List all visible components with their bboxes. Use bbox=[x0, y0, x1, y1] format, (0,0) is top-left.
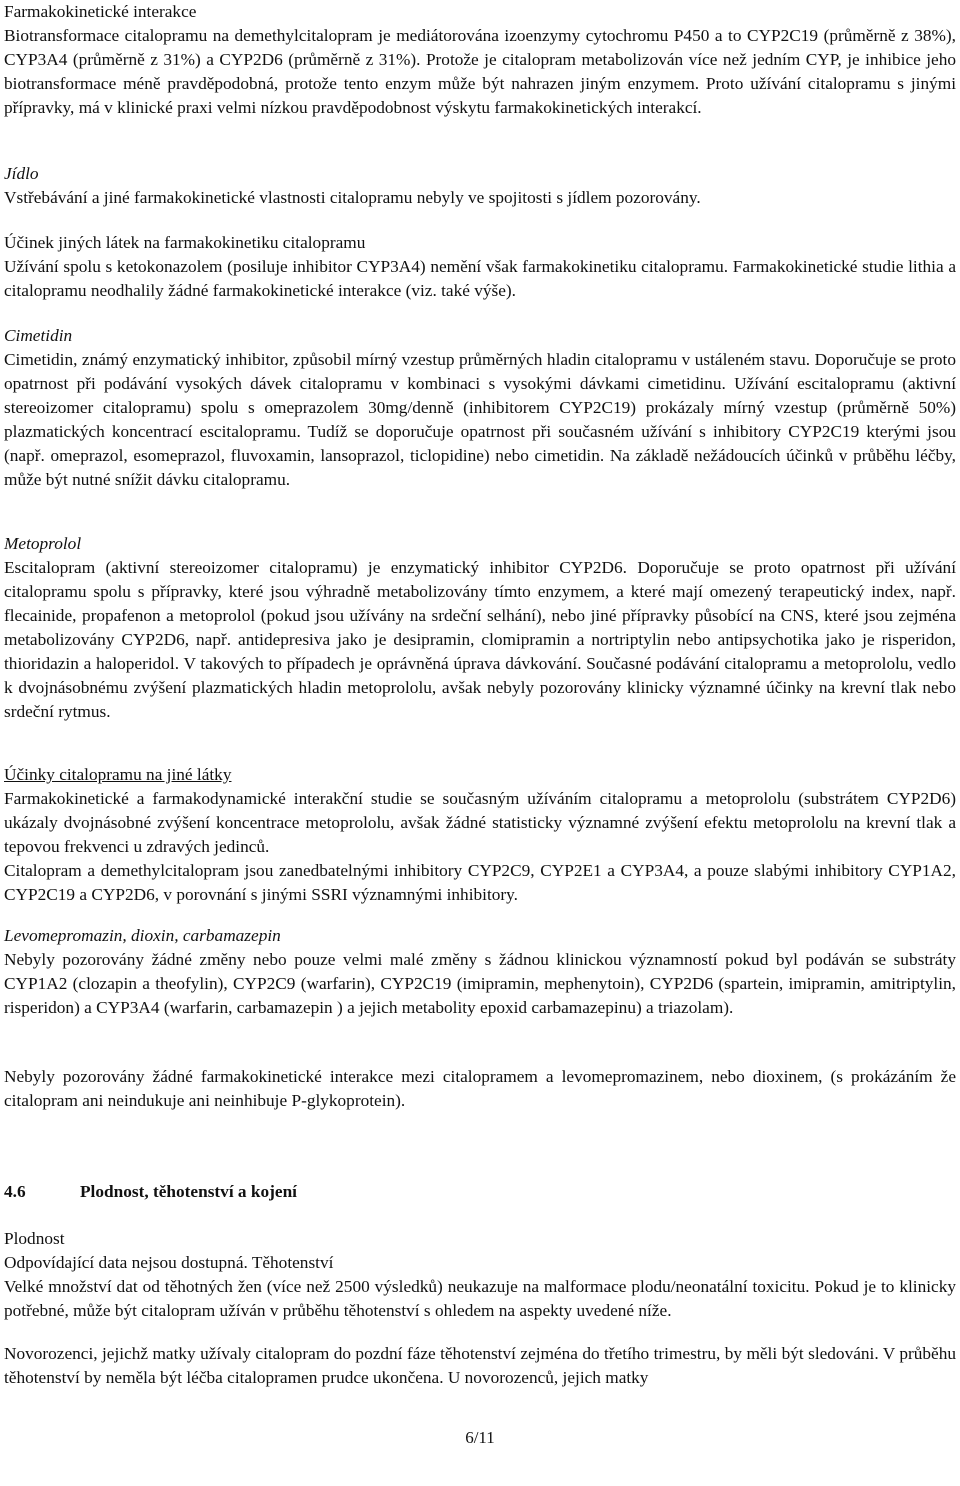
section-heading-4-6 bbox=[4, 1180, 297, 1204]
heading-farmakokineticke-interakce: Farmakokinetické interakce bbox=[4, 2, 197, 21]
paragraph-p-glykoprotein: Nebyly pozorovány žádné farmakokinetické interakce mezi citalopramem a levomepromazinem, nebo dioxinem, (s prokázáním že citalopram ani neindukuje ani neinhibuje P-glykoprotein). bbox=[4, 1067, 956, 1110]
section-title: Plodnost, těhotenství a kojení bbox=[80, 1182, 297, 1201]
paragraph-biotransformace: Biotransformace citalopramu na demethylcitalopram je mediátorována izoenzymy cytochromu P450 a to CYP2C19 (průměrně z 38%), CYP3A4 (průměrně z 31%) a CYP2D6 (průměrně z 31%). Protože je citalopram metabolizován více než jedním CYP, je inhibice jeho biotransformace méně pravděpodobná, protože tento enzym může být nahrazen jiným enzymem. Proto užívání citalopramu s jinými přípravky, má v klinické praxi velmi nízkou pravděpodobnost výskytu farmakokinetických interakcí. bbox=[4, 26, 956, 117]
section-levomepromazin-interakce bbox=[4, 1065, 956, 1113]
paragraph-jidlo: Vstřebávání a jiné farmakokinetické vlastnosti citalopramu nebyly ve spojitosti s jídlem pozorovány. bbox=[4, 188, 701, 207]
heading-plodnost: Plodnost bbox=[4, 1229, 65, 1248]
paragraph-tehotenstvi: Velké množství dat od těhotných žen (více než 2500 výsledků) neukazuje na malformace plodu/neonatální toxicitu. Pokud je to klinicky potřebné, může být citalopram užíván v průběhu těhotenství s ohledem na aspekty uvedené níže. bbox=[4, 1277, 956, 1320]
paragraph-substraty: Nebyly pozorovány žádné změny nebo pouze velmi malé změny s žádnou klinickou významností pokud byl podáván se substráty CYP1A2 (clozapin a theofylin), CYP2C9 (warfarin), CYP2C19 (imipramin, mephenytoin), CYP2D6 (spartein, imipramin, amitriptylin, risperidon) a CYP3A4 (warfarin, carbamazepin ) a jejich metabolity epoxid carbamazepinu) a triazolam). bbox=[4, 950, 956, 1017]
section-plodnost bbox=[4, 1227, 956, 1323]
heading-ucinek-jinych-latek: Účinek jiných látek na farmakokinetiku citalopramu bbox=[4, 233, 366, 252]
section-jidlo bbox=[4, 162, 956, 210]
section-ucinek-jinych-latek bbox=[4, 231, 956, 303]
paragraph-metoprolol: Escitalopram (aktivní stereoizomer citalopramu) je enzymatický inhibitor CYP2D6. Doporučuje se proto opatrnost při užívání citalopramu spolu s přípravky, které jsou výhradně metabolizovány tímto enzymem, a které mají omezený terapeutický index, např. flecainide, propafenon a metoprolol (pokud jsou užívány na srdeční selhání), nebo jiné přípravky působící na CNS, které jsou zejména metabolizovány CYP2D6, např. antidepresiva jako je desipramin, clomipramin a nortriptylin nebo antipsychotika jako je risperidon, thioridazin a haloperidol. V takových to případech je oprávněná úprava dávkování. Současné podávání citalopramu a metoprololu, vedlo k dvojnásobnému zvýšení plazmatických hladin metoprololu, avšak nebyly pozorovány klinicky významné účinky na krevní tlak nebo srdeční rytmus. bbox=[4, 558, 956, 721]
page-number: 6/11 bbox=[465, 1428, 495, 1447]
section-metoprolol bbox=[4, 532, 956, 724]
heading-cimetidin: Cimetidin bbox=[4, 326, 73, 345]
heading-jidlo: Jídlo bbox=[4, 164, 39, 183]
heading-metoprolol: Metoprolol bbox=[4, 534, 82, 553]
section-cimetidin bbox=[4, 324, 956, 492]
paragraph-novorozenci: Novorozenci, jejichž matky užívaly citalopram do pozdní fáze těhotenství zejména do třetího trimestru, by měli být sledováni. V průběhu těhotenství by neměla být léčba citalopramen prudce ukončena. U novorozenců, jejich matky bbox=[4, 1344, 956, 1387]
paragraph-cimetidin: Cimetidin, známý enzymatický inhibitor, způsobil mírný vzestup průměrných hladin citalopramu v ustáleném stavu. Doporučuje se proto opatrnost při podávání vysokých dávek citalopramu v kombinaci s vysokými dávkami cimetidinu. Užívání escitalopramu (aktivní stereoizomer citalopramu) spolu s omeprazolem 30mg/denně (inhibitorem CYP2C19) prokázaly mírný vzestup (průměrně 50%) plazmatických koncentrací escitalopramu. Tudíž se doporučuje opatrnost při současném užívání s inhibitory CYP2C19 kterými jsou (např. omeprazol, esomeprazol, fluvoxamin, lansoprazol, ticlopidine) nebo cimetidin. Na základě nežádoucích účinků v průběhu léčby, může být nutné snížit dávku citalopramu. bbox=[4, 350, 956, 489]
heading-levomepromazin: Levomepromazin, dioxin, carbamazepin bbox=[4, 926, 281, 945]
paragraph-inhibitory: Citalopram a demethylcitalopram jsou zanedbatelnými inhibitory CYP2C9, CYP2E1 a CYP3A4, a pouze slabými inhibitory CYP1A2, CYP2C19 a CYP2D6, v porovnání s jinými SSRI významnými inhibitory. bbox=[4, 861, 956, 904]
paragraph-ketokonazol: Užívání spolu s ketokonazolem (posiluje inhibitor CYP3A4) nemění však farmakokinetiku citalopramu. Farmakokinetické studie lithia a citalopramu neodhalily žádné farmakokinetické interakce (viz. také výše). bbox=[4, 257, 956, 300]
section-ucinky-citalopramu bbox=[4, 763, 956, 907]
section-novorozenci bbox=[4, 1342, 956, 1390]
section-levomepromazin bbox=[4, 924, 956, 1020]
paragraph-interakcni-studie: Farmakokinetické a farmakodynamické interakční studie se současným užíváním citalopramu a metoprololu (substrátem CYP2D6) ukázaly dvojnásobné zvýšení koncentrace metoprololu, avšak žádné statisticky významné zvýšení efektu metoprololu na krevní tlak a tepovou frekvenci u zdravých jedinců. bbox=[4, 789, 956, 856]
line-tehotenstvi: Odpovídající data nejsou dostupná. Těhotenství bbox=[4, 1253, 334, 1272]
section-farmakokineticke-interakce bbox=[4, 0, 956, 120]
heading-ucinky-citalopramu: Účinky citalopramu na jiné látky bbox=[4, 765, 232, 784]
section-number: 4.6 bbox=[4, 1182, 26, 1201]
